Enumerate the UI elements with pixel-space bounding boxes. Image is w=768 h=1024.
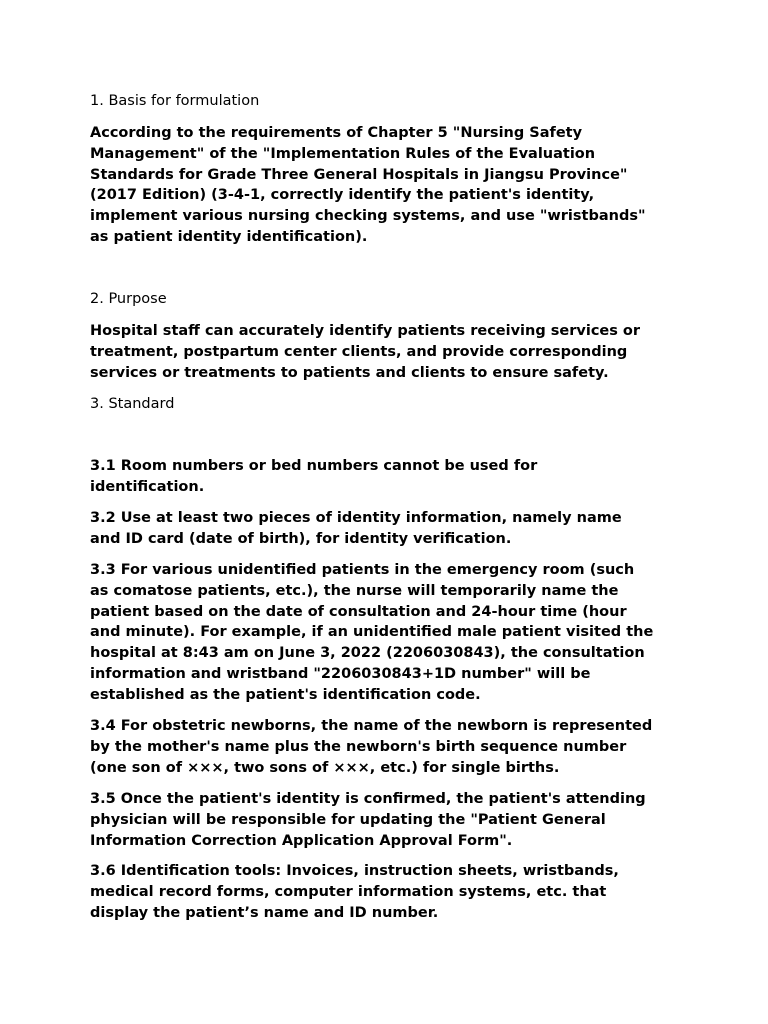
text-line: as patient identity identification).: [90, 228, 368, 245]
text-line: as comatose patients, etc.), the nurse will temporarily name the: [90, 582, 619, 599]
section-1-heading: 1. Basis for formulation: [90, 93, 260, 109]
text-line: Hospital staff can accurately identify patients receiving services or: [90, 323, 641, 339]
text-line: and ID card (date of birth), for identity verification.: [90, 530, 512, 547]
text-line: medical record forms, computer information systems, etc. that: [90, 883, 607, 900]
text-line: 3.3 For various unidentified patients in the emergency room (such: [90, 562, 635, 578]
text-line: Management" of the "Implementation Rules of the Evaluation: [90, 145, 596, 162]
text-line: information and wristband "2206030843+1D number" will be: [90, 665, 591, 682]
standard-item-3-1: [90, 456, 690, 498]
text-line: Information Correction Application Approval Form".: [90, 832, 513, 849]
standard-item-3-4: [90, 716, 690, 778]
text-line: 3.2 Use at least two pieces of identity information, namely name: [90, 510, 622, 526]
text-line: treatment, postpartum center clients, and provide corresponding: [90, 343, 628, 360]
standard-item-3-6: [90, 861, 690, 923]
text-line: implement various nursing checking systems, and use "wristbands": [90, 208, 646, 225]
text-line: display the patient’s name and ID number.: [90, 904, 439, 921]
text-line: and minute). For example, if an unidentified male patient visited the: [90, 624, 654, 641]
text-line: physician will be responsible for updating the "Patient General: [90, 811, 606, 828]
text-line: identification.: [90, 478, 205, 495]
text-line: According to the requirements of Chapter 5 "Nursing Safety: [90, 125, 583, 141]
text-line: 3.1 Room numbers or bed numbers cannot be used for: [90, 458, 538, 474]
standard-item-3-5: [90, 789, 690, 851]
text-line: hospital at 8:43 am on June 3, 2022 (2206030843), the consultation: [90, 645, 645, 662]
section-2-heading: 2. Purpose: [90, 291, 167, 307]
section-2-body: [90, 321, 690, 383]
section-3-heading: 3. Standard: [90, 396, 175, 412]
text-line: 3.4 For obstetric newborns, the name of the newborn is represented: [90, 718, 653, 734]
text-line: 3.5 Once the patient's identity is confirmed, the patient's attending: [90, 791, 646, 807]
text-line: by the mother's name plus the newborn's birth sequence number: [90, 738, 627, 755]
text-line: (2017 Edition) (3-4-1, correctly identify the patient's identity,: [90, 187, 595, 204]
text-line: patient based on the date of consultation and 24-hour time (hour: [90, 603, 627, 620]
standard-item-3-3: [90, 560, 690, 706]
text-line: (one son of ×××, two sons of ×××, etc.) for single births.: [90, 759, 560, 776]
section-1-body: [90, 123, 690, 248]
text-line: established as the patient's identification code.: [90, 686, 481, 703]
text-line: 3.6 Identification tools: Invoices, instruction sheets, wristbands,: [90, 863, 619, 879]
text-line: Standards for Grade Three General Hospitals in Jiangsu Province": [90, 166, 628, 183]
text-line: services or treatments to patients and clients to ensure safety.: [90, 364, 609, 381]
standard-item-3-2: [90, 508, 690, 550]
